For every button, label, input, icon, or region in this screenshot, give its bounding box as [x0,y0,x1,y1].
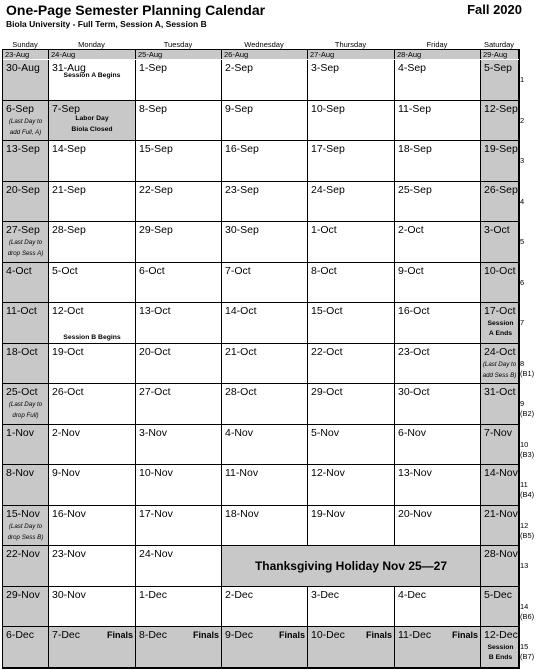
date-label: 26-Oct [52,386,84,398]
date-label: 11-Sep [398,102,432,115]
week-number [520,237,524,247]
day-cell[interactable] [222,465,308,506]
date-label: 30-Sep [225,224,259,236]
date-label: 11-Oct [6,305,37,317]
day-cell[interactable] [481,222,519,263]
day-cell[interactable] [395,627,481,668]
event-note: Session A Begins [63,72,121,79]
date-label: 10-Oct [484,264,516,277]
day-cell[interactable] [222,101,308,142]
day-cell[interactable] [308,263,395,304]
day-cell[interactable] [395,344,481,385]
day-cell[interactable] [49,587,136,628]
date-label: 20-Oct [139,345,171,358]
date-label: 9-Dec [225,629,254,641]
event-note: Labor Day [75,114,109,122]
session-b-week: (B4) [520,490,535,499]
day-cell[interactable] [308,60,395,101]
date-label: 5-Dec [484,588,513,601]
finals-label: Finals [365,630,392,640]
date-label: 21-Nov [484,507,518,520]
date-label: 11-Dec [398,629,432,641]
date-label: 13-Sep [6,143,40,155]
day-cell[interactable] [136,263,222,304]
date-label: 5-Sep [484,62,513,74]
date-label: 4-Nov [225,426,254,439]
week-number [520,399,534,419]
date-label: 4-Dec [398,588,427,601]
week-number [520,480,534,500]
date-label: 29-Oct [311,386,343,398]
date-label: 12-Sep [484,102,518,115]
date-label: 8-Oct [311,264,337,277]
day-cell[interactable] [49,101,136,142]
week-of-date: 29-Aug [481,50,519,59]
date-label: 15-Nov [6,507,40,520]
date-label: 6-Sep [6,102,35,115]
day-cell[interactable] [3,222,49,263]
week-of-date: 23-Aug [3,50,49,59]
event-note: B Ends [488,654,513,661]
date-label: 20-Nov [398,507,432,520]
date-label: 23-Nov [52,548,86,560]
week-of-date: 25-Aug [136,50,222,59]
day-cell[interactable] [481,465,519,506]
date-label: 3-Nov [139,426,168,439]
day-cell[interactable] [3,141,49,182]
date-label: 8-Sep [139,102,168,115]
day-cell[interactable] [222,222,308,263]
week-number [520,521,534,541]
day-name-wednesday: Wednesday [244,40,284,49]
day-cell[interactable] [395,465,481,506]
day-cell[interactable] [308,344,395,385]
day-cell[interactable] [395,141,481,182]
date-label: 17-Sep [311,143,345,155]
week-number [520,278,524,288]
week-number [520,197,524,207]
date-label: 24-Oct [484,345,516,358]
date-label: 19-Nov [311,507,345,520]
day-cell[interactable] [49,627,136,668]
date-label: 1-Oct [311,224,337,236]
day-cell[interactable] [222,60,308,101]
date-label: 19-Oct [52,345,84,358]
date-label: 16-Sep [225,143,259,155]
date-label: 8-Nov [6,467,35,479]
date-label: 21-Sep [52,183,86,196]
finals-label: Finals [192,630,219,640]
date-label: 30-Aug [6,62,40,74]
date-label: 27-Oct [139,386,171,398]
event-note: Session B Begins [63,333,121,341]
date-label: 29-Sep [139,224,173,236]
week-of-date: 27-Aug [308,50,395,59]
day-cell[interactable] [395,303,481,344]
date-label: 10-Dec [311,629,345,641]
date-label: 31-Oct [484,386,516,398]
day-cell[interactable] [3,303,49,344]
day-name-friday: Friday [426,40,448,49]
date-label: 13-Oct [139,305,171,317]
date-label: 7-Dec [52,629,81,641]
event-note: A Ends [488,330,513,337]
date-label: 1-Sep [139,62,168,74]
day-cell[interactable] [3,506,49,547]
day-cell[interactable] [3,344,49,385]
deadline-note: (Last Day to [8,117,43,125]
calendar-grid [2,49,520,669]
deadline-note: (Last Day to [8,522,43,530]
day-cell[interactable] [136,506,222,547]
day-cell[interactable] [395,425,481,466]
date-label: 22-Nov [6,548,40,560]
date-label: 20-Sep [6,183,40,196]
date-label: 23-Sep [225,183,259,196]
day-cell[interactable] [136,141,222,182]
day-cell[interactable] [395,101,481,142]
day-cell[interactable] [481,141,519,182]
day-cell[interactable] [308,182,395,223]
date-label: 12-Dec [484,629,518,641]
day-cell[interactable] [49,263,136,304]
week-of-date: 26-Aug [222,50,308,59]
week-number-value: 6 [520,277,525,287]
day-cell[interactable] [308,141,395,182]
session-b-week: (B5) [520,530,535,540]
date-label: 5-Oct [52,264,78,277]
date-label: 7-Sep [52,102,81,115]
date-label: 15-Oct [311,305,343,317]
week-number [520,75,524,85]
date-label: 28-Oct [225,386,257,398]
day-cell[interactable] [136,303,222,344]
date-label: 18-Sep [398,143,432,155]
day-cell[interactable] [395,587,481,628]
date-label: 7-Nov [484,426,513,439]
day-cell[interactable] [3,60,49,101]
day-cell[interactable] [308,627,395,668]
day-name-thursday: Thursday [334,40,367,49]
week-number-value: 10 [520,439,529,449]
date-label: 16-Nov [52,507,86,520]
date-label: 1-Nov [6,426,35,439]
day-cell[interactable] [395,506,481,547]
day-cell[interactable] [136,384,222,425]
week-number-value: 8 [520,358,525,368]
day-cell[interactable] [3,627,49,668]
day-cell[interactable] [395,384,481,425]
date-label: 6-Dec [6,629,35,641]
day-name-sunday: Sunday [12,40,38,49]
day-cell[interactable] [308,303,395,344]
week-number-value: 14 [520,601,529,611]
date-label: 13-Nov [398,467,432,479]
date-label: 31-Aug [52,62,86,74]
date-label: 1-Dec [139,588,168,601]
day-cell[interactable] [3,546,49,587]
date-label: 3-Oct [484,224,510,236]
date-label: 9-Oct [398,264,424,277]
day-cell[interactable] [136,465,222,506]
date-label: 14-Sep [52,143,86,155]
week-number-value: 3 [520,156,525,165]
day-cell[interactable] [49,465,136,506]
week-number-value: 5 [520,237,525,246]
deadline-note: drop Full) [12,412,39,419]
date-label: 7-Oct [225,264,251,277]
day-cell[interactable] [136,222,222,263]
event-note: Session [487,644,514,651]
week-number [520,359,534,379]
week-number [520,116,524,126]
day-name-saturday: Saturday [483,40,515,49]
date-label: 16-Oct [398,305,430,317]
week-number-value: 9 [520,399,525,408]
day-cell[interactable] [136,425,222,466]
week-number-value: 4 [520,196,525,206]
day-cell[interactable] [136,344,222,385]
day-cell[interactable] [222,344,308,385]
date-label: 22-Oct [311,345,343,358]
date-label: 4-Sep [398,62,427,74]
day-cell[interactable] [3,384,49,425]
date-label: 26-Sep [484,183,518,196]
deadline-note: (Last Day to [8,401,43,408]
day-cell[interactable] [3,101,49,142]
day-cell[interactable] [222,141,308,182]
day-cell[interactable] [49,141,136,182]
date-label: 30-Oct [398,386,430,398]
week-number-value: 11 [520,480,528,489]
day-cell[interactable] [222,627,308,668]
week-number-value: 13 [520,561,529,570]
date-label: 22-Sep [139,183,173,196]
day-cell[interactable] [481,425,519,466]
day-cell[interactable] [395,60,481,101]
page-title: One-Page Semester Planning Calendar [6,2,266,18]
day-cell[interactable] [308,465,395,506]
deadline-note: drop Sess B) [7,533,44,541]
day-cell[interactable] [3,587,49,628]
week-number-value: 12 [520,520,529,530]
day-names-row [2,40,518,49]
date-label: 9-Sep [225,102,254,115]
week-number-value: 1 [520,75,525,84]
page-subtitle: Biola University - Full Term, Session A, Session B [6,19,207,29]
date-label: 24-Nov [139,548,173,560]
day-cell[interactable] [308,506,395,547]
day-cell[interactable] [49,384,136,425]
week-number [520,602,534,622]
day-cell[interactable] [136,101,222,142]
week-number-value: 15 [520,642,529,651]
day-cell[interactable] [481,344,519,385]
week-number [520,642,534,662]
day-name-monday: Monday [78,40,105,49]
day-cell[interactable] [49,182,136,223]
day-cell[interactable] [481,627,519,668]
day-cell[interactable] [395,182,481,223]
deadline-note: (Last Day to [8,239,43,246]
day-cell[interactable] [481,182,519,223]
date-label: 3-Dec [311,588,340,601]
date-label: 6-Nov [398,426,427,439]
date-label: 8-Dec [139,629,168,641]
day-cell[interactable] [222,182,308,223]
day-cell[interactable] [222,506,308,547]
day-cell[interactable] [49,425,136,466]
date-label: 12-Nov [311,467,345,479]
week-number [520,561,528,571]
session-b-week: (B1) [520,368,535,378]
date-label: 2-Oct [398,224,424,236]
week-number [520,318,524,328]
day-cell[interactable] [222,384,308,425]
finals-label: Finals [106,630,133,640]
day-cell[interactable] [49,222,136,263]
day-cell[interactable] [3,182,49,223]
date-label: 10-Nov [139,467,173,479]
date-label: 9-Nov [52,467,81,479]
session-b-week: (B7) [520,652,535,661]
date-label: 10-Sep [311,102,345,115]
date-label: 23-Oct [398,345,430,358]
day-cell[interactable] [481,60,519,101]
day-cell[interactable] [136,182,222,223]
day-cell[interactable] [3,425,49,466]
date-label: 27-Sep [6,224,40,236]
date-label: 21-Oct [225,345,257,358]
week-number [520,156,524,166]
date-label: 14-Oct [225,305,257,317]
session-b-week: (B2) [520,409,535,418]
date-label: 3-Sep [311,62,340,74]
date-label: 25-Sep [398,183,432,196]
deadline-note: drop Sess A) [7,250,44,257]
day-cell[interactable] [308,384,395,425]
day-cell[interactable] [136,546,222,587]
date-label: 30-Nov [52,588,86,601]
day-cell[interactable] [222,263,308,304]
date-label: 5-Nov [311,426,340,439]
date-label: 2-Nov [52,426,81,439]
date-label: 29-Nov [6,588,40,601]
day-cell[interactable] [3,263,49,304]
day-cell[interactable] [395,222,481,263]
date-label: 12-Oct [52,305,84,317]
date-label: 4-Oct [6,264,32,277]
day-cell[interactable] [481,587,519,628]
day-cell[interactable] [222,303,308,344]
week-of-row [3,50,519,59]
session-b-week: (B6) [520,611,535,621]
day-cell[interactable] [136,587,222,628]
day-cell[interactable] [308,425,395,466]
finals-label: Finals [451,630,478,640]
day-name-tuesday: Tuesday [163,40,193,49]
day-cell[interactable] [481,101,519,142]
deadline-note: (Last Day to [482,360,517,368]
date-label: 28-Sep [52,224,86,236]
date-label: 2-Sep [225,62,254,74]
date-label: 25-Oct [6,386,38,398]
deadline-note: add Full, A) [9,128,42,136]
date-label: 19-Sep [484,143,518,155]
day-cell[interactable] [308,222,395,263]
term-label: Fall 2020 [467,2,522,17]
date-label: 24-Sep [311,183,345,196]
day-cell[interactable] [395,263,481,304]
date-label: 17-Oct [484,305,516,317]
day-cell[interactable] [481,384,519,425]
day-cell[interactable] [136,627,222,668]
date-label: 14-Nov [484,467,518,479]
week-number [520,440,534,460]
event-note: Biola Closed [71,125,113,133]
day-cell[interactable] [3,465,49,506]
date-label: 11-Nov [225,467,259,479]
day-cell[interactable] [49,60,136,101]
session-b-week: (B3) [520,449,535,459]
week-number-value: 7 [520,318,525,327]
day-cell[interactable] [308,101,395,142]
day-cell[interactable] [481,263,519,304]
day-cell[interactable] [49,333,136,385]
thanksgiving-banner: Thanksgiving Holiday Nov 25—27 [222,546,481,587]
week-of-date: 28-Aug [395,50,481,59]
week-number-value: 2 [520,115,525,125]
day-cell[interactable] [308,587,395,628]
date-label: 18-Oct [6,345,38,358]
event-note: Session [487,320,514,327]
date-label: 2-Dec [225,588,254,601]
day-cell[interactable] [222,425,308,466]
day-cell[interactable] [481,303,519,344]
day-cell[interactable] [49,506,136,547]
day-cell[interactable] [481,546,519,587]
week-of-date: 24-Aug [49,50,136,59]
date-label: 18-Nov [225,507,259,520]
date-label: 17-Nov [139,507,173,520]
deadline-note: add Sess B) [482,371,517,379]
date-label: 15-Sep [139,143,173,155]
date-label: 6-Oct [139,264,165,277]
finals-label: Finals [278,630,305,640]
day-cell[interactable] [481,506,519,547]
date-label: 28-Nov [484,548,518,560]
day-cell[interactable] [136,60,222,101]
day-cell[interactable] [222,587,308,628]
day-cell[interactable] [49,546,136,587]
